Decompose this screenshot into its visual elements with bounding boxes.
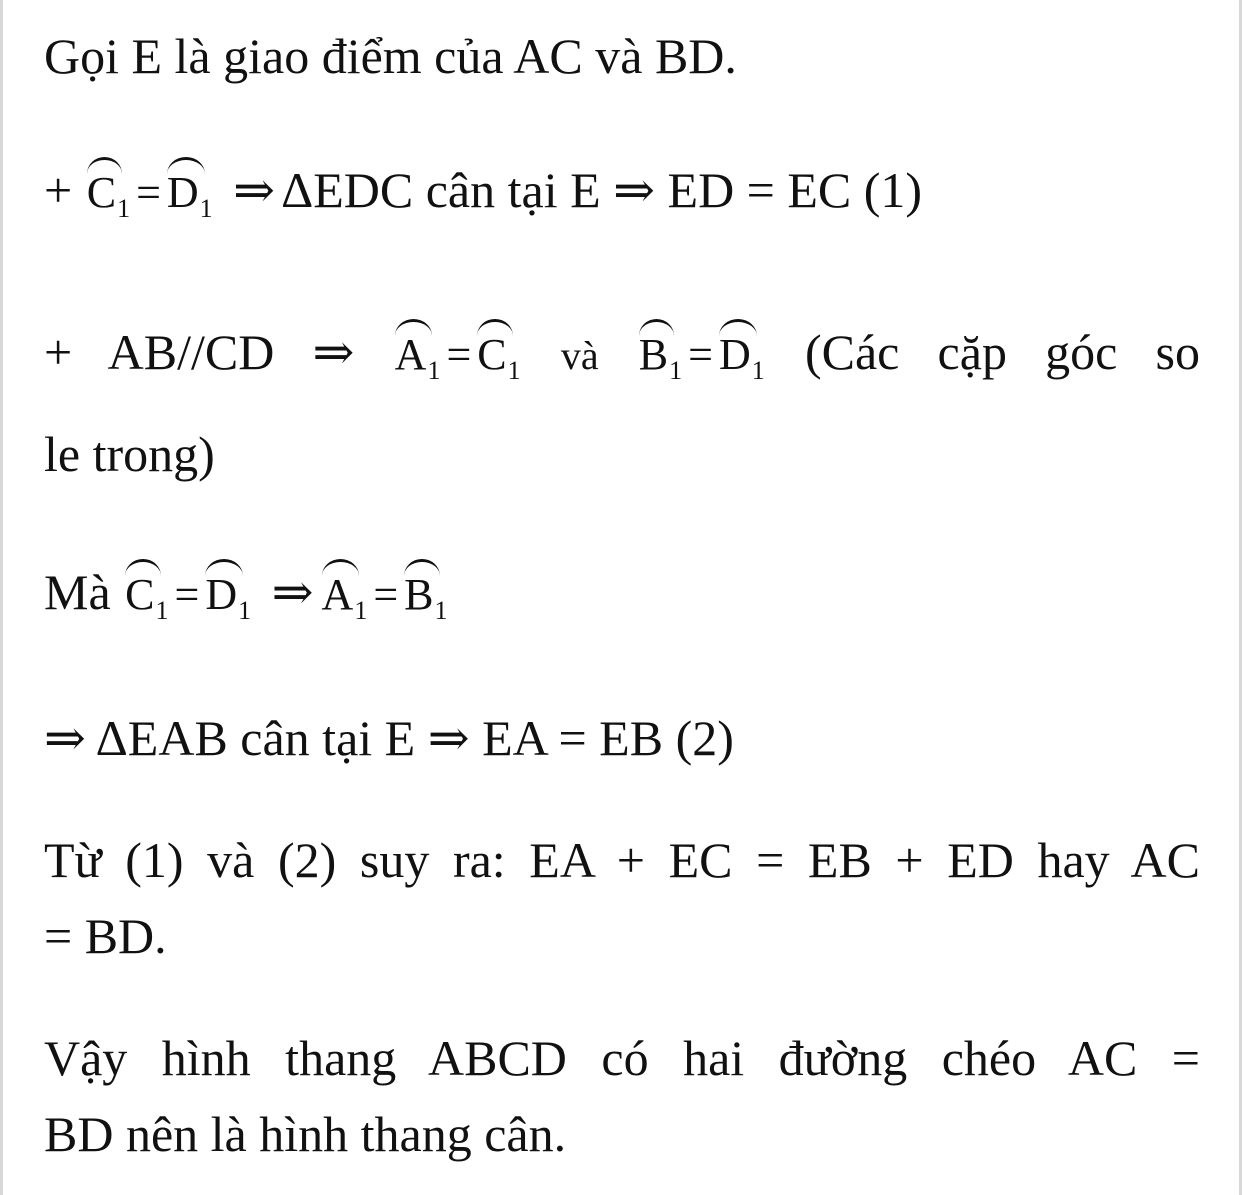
angle-hat-icon	[719, 319, 757, 336]
angle-c1: $C_1$	[87, 163, 130, 239]
angle-hat-icon	[477, 319, 512, 336]
angle-hat-icon	[639, 319, 674, 336]
line-angles-equal: Mà $C_1$ = $D_1$ ⇒ $A_1$ = $B_1$	[44, 562, 450, 622]
angle-d1: $D_1$	[719, 325, 765, 401]
angle-hat-icon	[404, 559, 439, 576]
angle-hat-icon	[167, 157, 205, 174]
angle-d1: $D_1$	[205, 565, 251, 641]
angle-d1: $D_1$	[167, 163, 213, 239]
line-isosceles-edc-rest: ΔEDC cân tại E ⇒ ED = EC (1)	[281, 162, 923, 218]
angle-b1: $B_1$	[639, 325, 682, 401]
word-ma: Mà	[44, 564, 111, 620]
angle-c1: $C_1$	[125, 565, 168, 641]
line-conclusion: Vậy hình thang ABCD có hai đường chéo AC =	[44, 1030, 1200, 1086]
line-isosceles-edc	[44, 160, 923, 223]
parallel-tail: (Các cặp góc so	[804, 324, 1200, 380]
line-intro: Gọi E là giao điểm của AC và BD.	[44, 28, 737, 84]
line-sum: Từ (1) và (2) suy ra: EA + EC = EB + ED hay AC	[44, 832, 1200, 888]
line-isosceles-eab: ⇒ ΔEAB cân tại E ⇒ EA = EB (2)	[44, 710, 734, 766]
line-sum-cont: = BD.	[44, 908, 167, 964]
plus-sign: +	[44, 162, 73, 218]
parallel-lead: + AB//CD ⇒	[44, 324, 355, 380]
line-parallel	[44, 322, 1200, 385]
angle-a1: $A_1$	[395, 325, 441, 401]
implies-sign: ⇒	[233, 162, 276, 218]
equals-sign: =	[136, 168, 161, 217]
angle-pair-2: $B_1$ = $D_1$	[637, 324, 767, 380]
angle-a1: $A_1$	[322, 565, 368, 641]
angle-hat-icon	[205, 559, 243, 576]
angle-hat-icon	[125, 559, 160, 576]
angle-hat-icon	[395, 319, 433, 336]
line-alternate-angles: le trong)	[44, 426, 215, 482]
angle-b1: $B_1$	[404, 565, 447, 641]
connector-va: và	[560, 333, 599, 378]
implies-sign: ⇒	[271, 564, 314, 620]
angle-hat-icon	[322, 559, 360, 576]
angle-pair-1: $A_1$ = $C_1$	[393, 324, 523, 380]
line-conclusion-cont: BD nên là hình thang cân.	[44, 1106, 567, 1162]
angle-c1: $C_1$	[477, 325, 520, 401]
angle-hat-icon	[87, 157, 122, 174]
